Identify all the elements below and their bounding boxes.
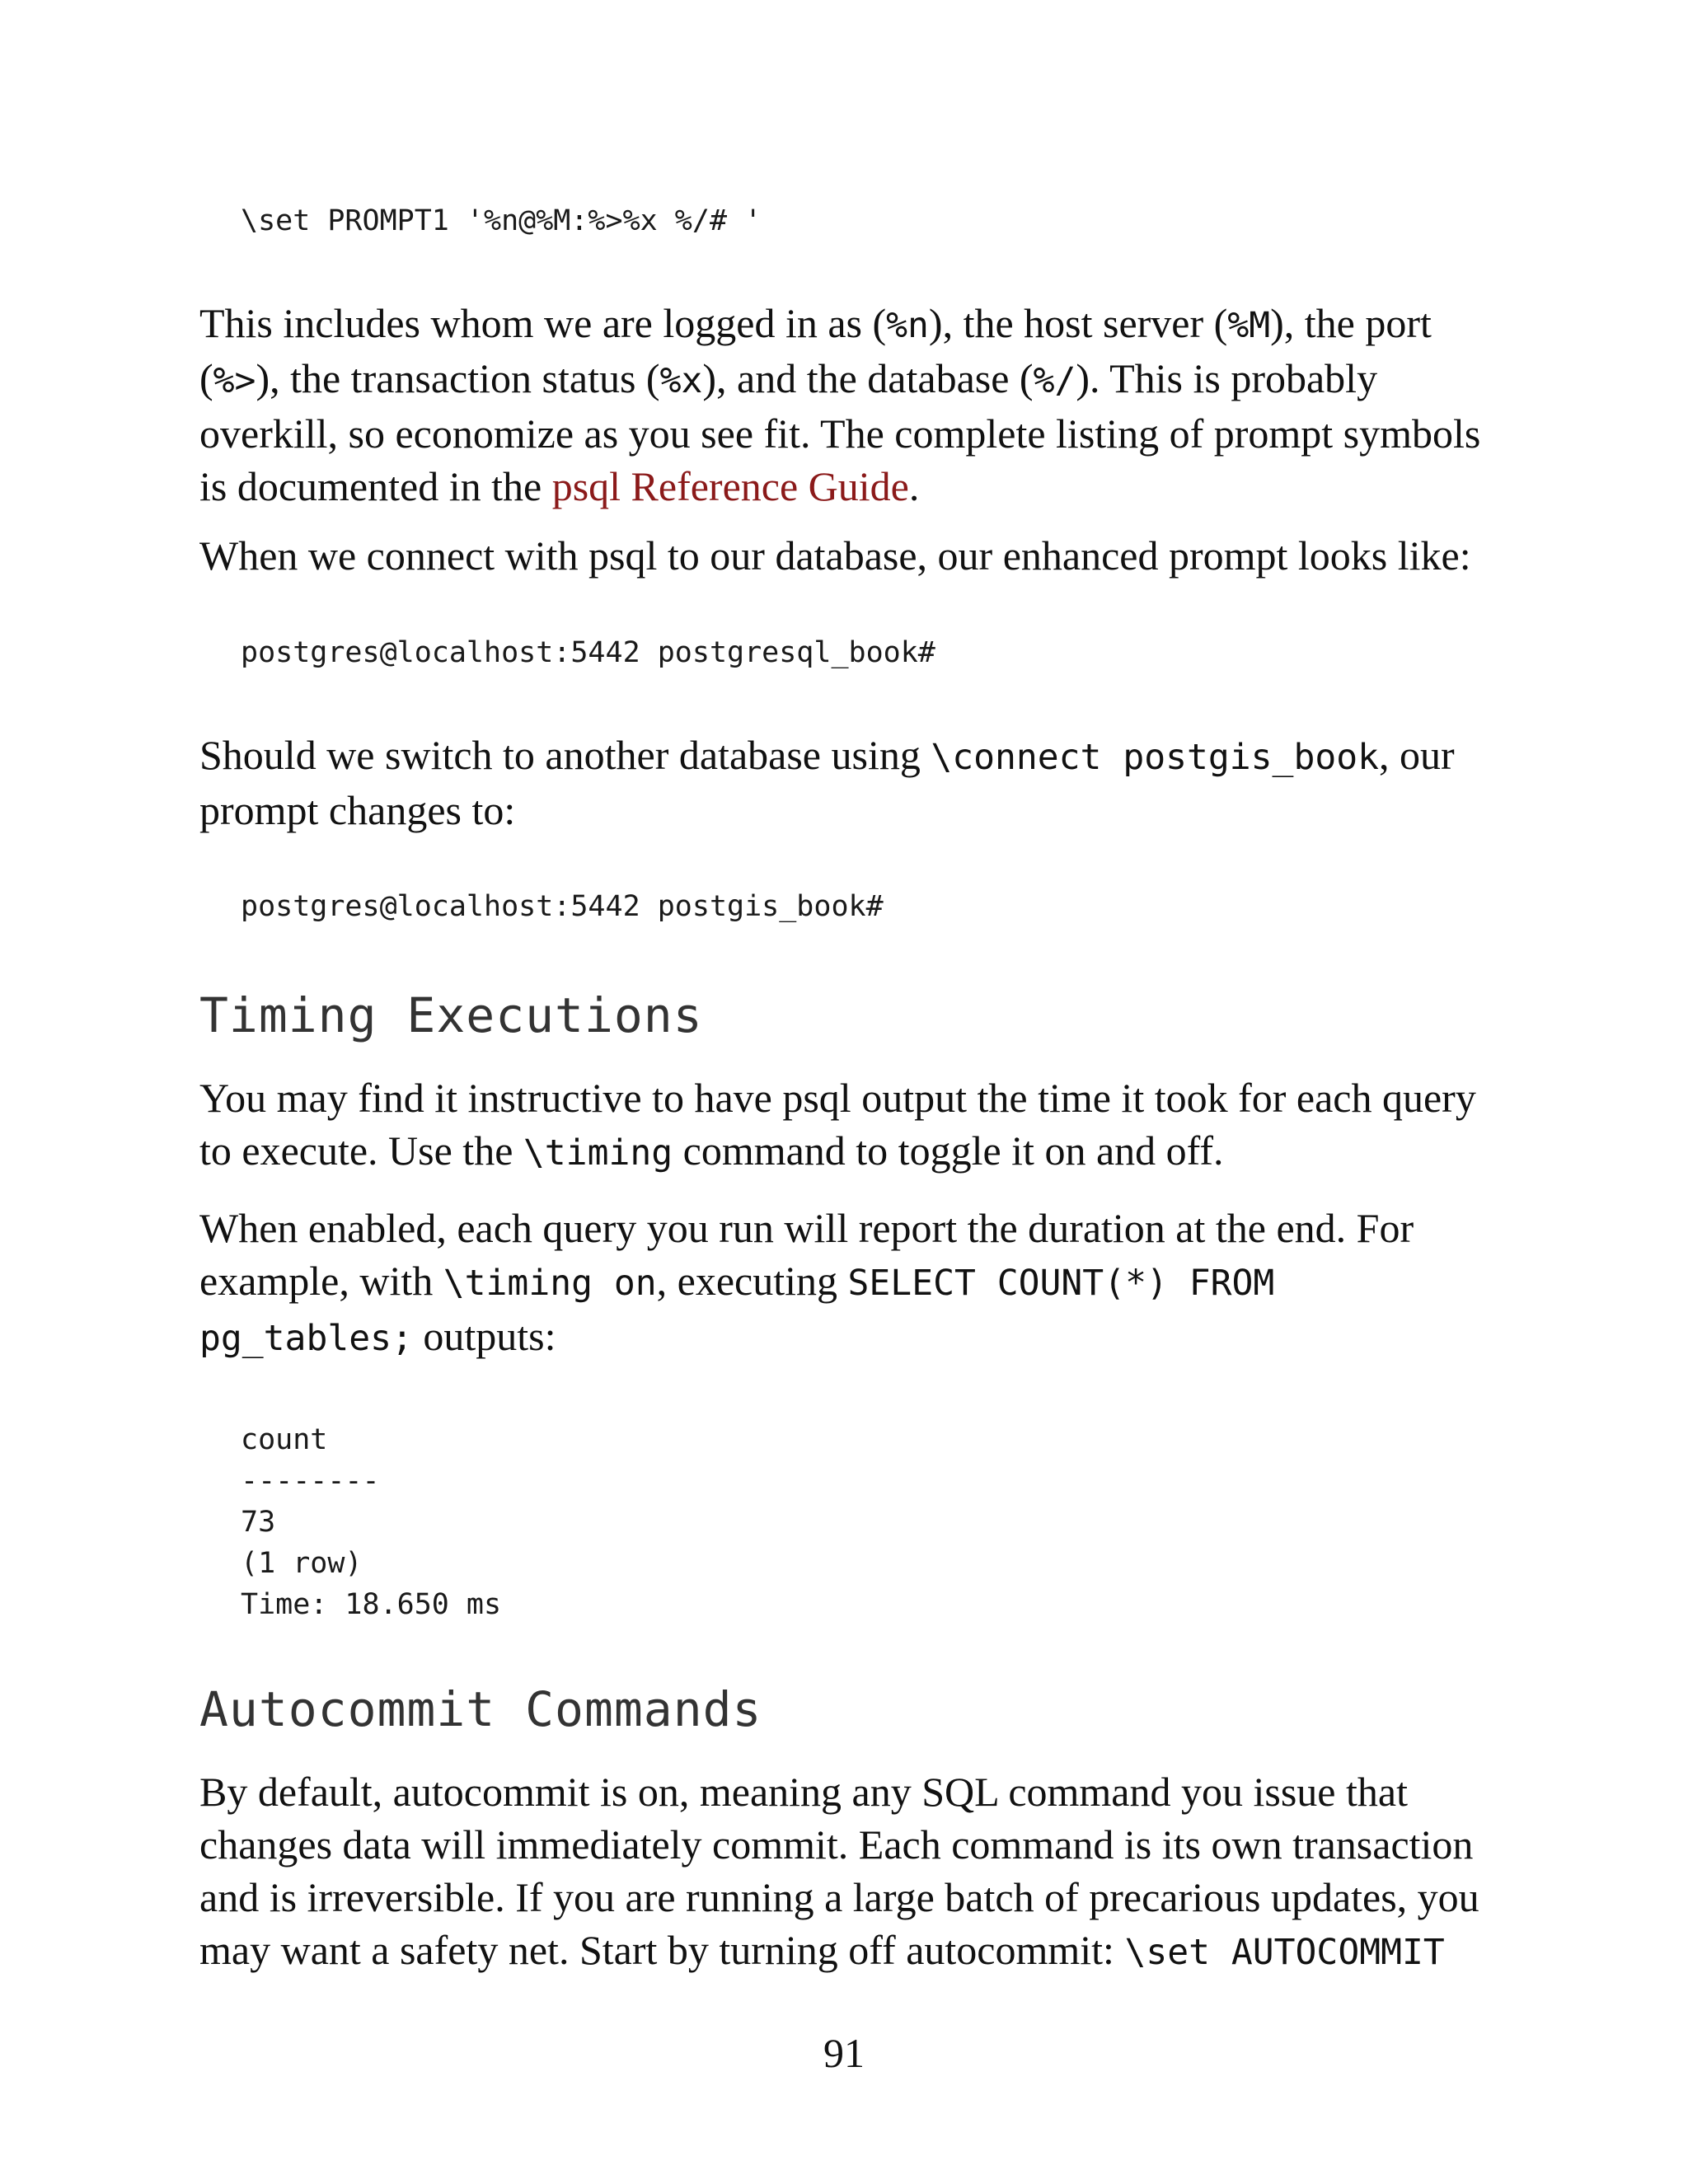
code-inline-connect: \connect postgis_book xyxy=(931,737,1379,778)
code-timing-output xyxy=(241,1419,501,1625)
paragraph-prompt-explanation: This includes whom we are logged in as (%n), the host server (%M), the port (%>), the transaction status (%x), and the database (%/). This is probably overkill, so economize as you see fit. The complete listing of prompt symbols is documented in the psql Reference Guide. xyxy=(199,300,1481,509)
code-inline-timing-on: \timing on xyxy=(443,1263,657,1304)
code-inline-x: %x xyxy=(659,360,703,401)
output-line: Time: 18.650 ms xyxy=(241,1588,502,1621)
code-inline-n: %n xyxy=(886,305,929,346)
code-prompt-set: \set PROMPT1 '%n@%M:%>%x %/# ' xyxy=(241,204,762,237)
code-inline-set-autocommit: \set AUTOCOMMIT xyxy=(1124,1932,1445,1973)
code-prompt-postgis-book: postgres@localhost:5442 postgis_book# xyxy=(241,890,884,923)
paragraph-enhanced-prompt: When we connect with psql to our database, our enhanced prompt looks like: xyxy=(199,532,1471,579)
code-inline-m: %M xyxy=(1227,305,1271,346)
output-line: (1 row) xyxy=(241,1547,363,1580)
psql-reference-guide-link[interactable]: psql Reference Guide xyxy=(551,463,909,509)
code-prompt-postgresql-book: postgres@localhost:5442 postgresql_book# xyxy=(241,636,935,669)
page-number: 91 xyxy=(823,2030,865,2076)
paragraph-timing-example: When enabled, each query you run will report the duration at the end. For example, with \timing on, executing SELECT COUNT(*) FROM pg_tables; outputs: xyxy=(199,1205,1414,1359)
output-line: -------- xyxy=(241,1465,380,1497)
paragraph-autocommit: By default, autocommit is on, meaning any SQL command you issue that changes data will immediately commit. Each command is its own transaction and is irreversible. If you are running a large batch of precarious updates, you may want a safety net. Start by turning off autocommit: \set AUTOCOMMIT xyxy=(199,1769,1479,1973)
code-inline-port: %> xyxy=(213,360,256,401)
output-line: 73 xyxy=(241,1506,276,1539)
heading-autocommit-commands: Autocommit Commands xyxy=(199,1681,762,1737)
output-line: count xyxy=(241,1423,328,1456)
paragraph-switch-database: Should we switch to another database using \connect postgis_book, our prompt changes to: xyxy=(199,732,1455,833)
code-inline-db: %/ xyxy=(1033,360,1076,401)
paragraph-timing-intro: You may find it instructive to have psql output the time it took for each query to execute. Use the \timing command to toggle it on and off. xyxy=(199,1075,1476,1174)
code-inline-select-count: SELECT COUNT(*) FROM pg_tables; xyxy=(199,1263,1275,1359)
code-inline-timing: \timing xyxy=(523,1132,673,1174)
heading-timing-executions: Timing Executions xyxy=(199,987,703,1043)
